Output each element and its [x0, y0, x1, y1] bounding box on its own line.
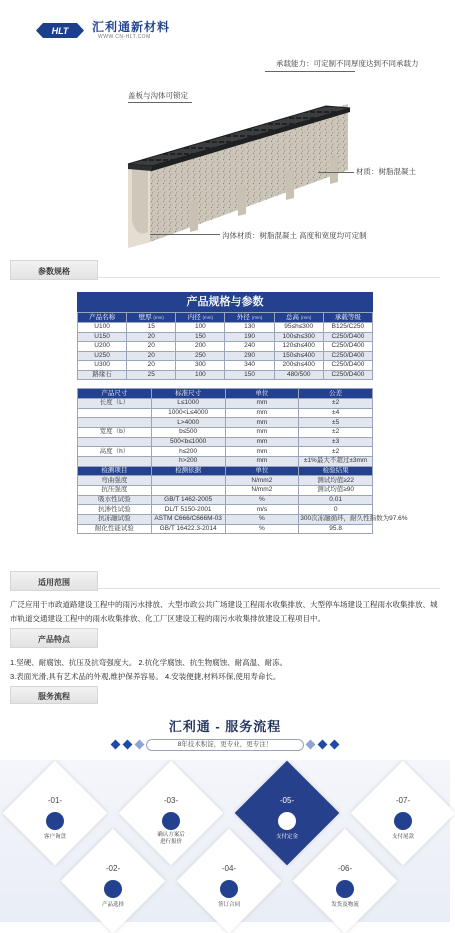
table-cell: U200 — [78, 342, 127, 352]
table-cell: ±2 — [299, 428, 373, 438]
table-cell: mm — [225, 408, 299, 418]
table-cell: 宽度（b） — [78, 428, 152, 438]
callout-body-material: 沟体材质：树脂混凝土 高度和宽度均可定制 — [222, 231, 367, 240]
table-cell: L≤1000 — [151, 399, 225, 409]
section-title: 适用范围 — [38, 578, 70, 587]
table-row — [78, 332, 373, 342]
table-cell: 抗渗性试验 — [78, 505, 152, 515]
step-number: -02- — [105, 864, 121, 873]
section-tag-scope — [10, 571, 98, 591]
scope-text: 广泛应用于市政道路建设工程中的雨污水排放、大型市政公共广场建设工程雨水收集排放、大型停车场建设工程雨水收集排放、城市轨道交通建设工程中的雨水收集排放、化工厂区建设工程的雨污水收集排放建设工程项目中。 — [10, 600, 438, 623]
step-label: 产品选择 — [101, 902, 124, 908]
table-cell: 抗压强度 — [78, 486, 152, 496]
table-cell: 190 — [225, 332, 274, 342]
diamond-decor-icon — [135, 740, 145, 750]
table-cell: 250 — [176, 351, 225, 361]
col-header: 单位 — [225, 389, 299, 399]
wallet-icon — [394, 812, 412, 830]
table-cell: C250/D400 — [323, 361, 372, 371]
table-cell: 95≤h≤300 — [274, 323, 323, 333]
table-cell: mm — [225, 428, 299, 438]
step-number: -04- — [221, 864, 237, 873]
col-header: 内径 (mm) — [176, 313, 225, 323]
table-cell: 路缘石 — [78, 370, 127, 380]
table-cell: C250/D400 — [323, 351, 372, 361]
col-header: 检测依据 — [151, 466, 225, 476]
table-row — [78, 437, 373, 447]
quote-icon — [162, 812, 180, 830]
table-cell: 100 — [176, 370, 225, 380]
table-cell — [78, 408, 152, 418]
table-row — [78, 342, 373, 352]
table-row — [78, 505, 373, 515]
spec-table-title: 产品规格与参数 — [77, 292, 373, 312]
table-cell: ±4 — [299, 408, 373, 418]
step-label: 签订合同 — [217, 902, 240, 908]
product-select-icon — [104, 880, 122, 898]
table-cell: 抗冻融试验 — [78, 515, 152, 525]
page-header — [0, 0, 450, 54]
col-header: 公差 — [299, 389, 373, 399]
table-row — [78, 418, 373, 428]
table-cell: U300 — [78, 361, 127, 371]
diamond-decor-icon — [111, 740, 121, 750]
section-title: 产品特点 — [38, 635, 70, 644]
table-cell: DL/T 5150-2001 — [151, 505, 225, 515]
diamond-decor-icon — [306, 740, 316, 750]
table-cell: 耐化性能试验 — [78, 524, 152, 534]
chat-icon — [46, 812, 64, 830]
table-cell: 300 — [176, 361, 225, 371]
table-cell: 340 — [225, 361, 274, 371]
table-cell — [151, 476, 225, 486]
table-cell — [78, 457, 152, 467]
table-cell: 20 — [127, 351, 176, 361]
spec-tables — [77, 292, 408, 534]
table-cell: N/mm2 — [225, 476, 299, 486]
callout-load-capacity: 承载能力：可定制不同厚度达到不同承载力 — [276, 59, 419, 68]
table-cell: 500<b≤1000 — [151, 437, 225, 447]
service-flow — [0, 760, 450, 922]
brand-logo-icon — [34, 22, 86, 39]
section-title: 服务流程 — [38, 692, 70, 701]
table-cell: 200≤h≤400 — [274, 361, 323, 371]
col-header: 外径 (mm) — [225, 313, 274, 323]
diamond-decor-icon — [330, 740, 340, 750]
table-cell: 长度（L） — [78, 399, 152, 409]
table-row — [78, 524, 373, 534]
table-cell: 20 — [127, 332, 176, 342]
table-cell: b≤500 — [151, 428, 225, 438]
brand-name: 汇利通新材料 — [92, 20, 171, 34]
table-cell: % — [225, 524, 299, 534]
callout-line — [128, 102, 192, 103]
table-row — [78, 486, 373, 496]
table-cell: 100≤h≤300 — [274, 332, 323, 342]
table-cell: ±3 — [299, 437, 373, 447]
step-label: 发货及物流 — [331, 902, 359, 908]
table-cell: U100 — [78, 323, 127, 333]
table-cell: C250/D400 — [323, 370, 372, 380]
table-cell — [78, 437, 152, 447]
table-row — [78, 428, 373, 438]
table-cell: 120≤h≤400 — [274, 342, 323, 352]
tolerance-table — [77, 388, 408, 534]
table-cell: % — [225, 515, 299, 525]
col-header: 标准尺寸 — [151, 389, 225, 399]
table-cell: 100 — [176, 323, 225, 333]
service-title: 汇利通 - 服务流程 — [168, 719, 282, 734]
table-cell: ±2 — [299, 447, 373, 457]
table-cell: mm — [225, 437, 299, 447]
table-cell: 130 — [225, 323, 274, 333]
table-row — [78, 408, 373, 418]
table-cell: 20 — [127, 342, 176, 352]
handshake-icon — [278, 812, 296, 830]
contract-icon — [220, 880, 238, 898]
step-label: 支付尾款 — [391, 834, 414, 840]
table-row — [78, 370, 373, 380]
col-header: 承载等级 — [323, 313, 372, 323]
step-number: -06- — [337, 864, 353, 873]
table-row — [78, 351, 373, 361]
table-row — [78, 361, 373, 371]
table-cell: C250/D400 — [323, 332, 372, 342]
diamond-decor-icon — [123, 740, 133, 750]
table-row — [78, 323, 373, 333]
col-header: 产品尺寸 — [78, 389, 152, 399]
table-cell: 1000<L≤4000 — [151, 408, 225, 418]
section-tag-spec — [10, 260, 98, 280]
callout-line — [265, 71, 355, 72]
service-subtitle: 8年技术积淀，更专业，更专注！ — [146, 739, 304, 751]
callout-line — [318, 172, 354, 173]
step-label: 支付定金 — [275, 834, 298, 840]
table-row — [78, 476, 373, 486]
section-tag-service — [10, 686, 98, 704]
table-cell: ±2 — [299, 399, 373, 409]
step-label: 客户询盘 — [43, 834, 66, 840]
col-header: 检测项目 — [78, 466, 152, 476]
table-cell: m/s — [225, 505, 299, 515]
table-cell: 测试均值≥90 — [299, 486, 373, 496]
table-cell: mm — [225, 457, 299, 467]
col-header: 产品名称 — [78, 313, 127, 323]
table-cell: 150 — [225, 370, 274, 380]
table-cell: 95.8 — [299, 524, 373, 534]
table-cell: 480/500 — [274, 370, 323, 380]
table-row — [78, 399, 373, 409]
table-cell: 25 — [127, 370, 176, 380]
table-cell: GB/T 16422.3-2014 — [151, 524, 225, 534]
col-header: 总高 (mm) — [274, 313, 323, 323]
table-cell: GB/T 1462-2005 — [151, 495, 225, 505]
table-cell: 测试均值≥22 — [299, 476, 373, 486]
table-cell: ±1%最大不超过±3mm — [299, 457, 373, 467]
table-cell: mm — [225, 418, 299, 428]
section-tag-features — [10, 628, 98, 648]
diamond-decor-icon — [318, 740, 328, 750]
table-row — [78, 495, 373, 505]
table-cell: 15 — [127, 323, 176, 333]
table-cell — [78, 418, 152, 428]
table-cell: ASTM C666/C666M-03 — [151, 515, 225, 525]
features-line-1: 1.坚硬、耐腐蚀、抗压及抗弯强度大。 2.抗化学腐蚀、抗生物腐蚀、耐高温、耐冻。 — [10, 658, 288, 667]
table-cell: 高度（h） — [78, 447, 152, 457]
col-header: 壁厚 (mm) — [127, 313, 176, 323]
table-row — [78, 515, 373, 525]
table-cell: B125/C250 — [323, 323, 372, 333]
table-cell: U250 — [78, 351, 127, 361]
table-cell: 150≤h≤400 — [274, 351, 323, 361]
col-header: 单位 — [225, 466, 299, 476]
table-cell: % — [225, 495, 299, 505]
svg-text:HLT: HLT — [51, 26, 69, 36]
table-row — [78, 447, 373, 457]
table-cell: mm — [225, 447, 299, 457]
table-cell: 150 — [176, 332, 225, 342]
product-hero — [0, 54, 450, 254]
col-header: 检验结果 — [299, 466, 373, 476]
callout-cover: 盖板与沟体可锁定 — [128, 91, 188, 100]
table-cell: mm — [225, 399, 299, 409]
step-number: -05- — [279, 796, 295, 805]
spec-table — [77, 312, 373, 380]
table-cell: 20 — [127, 361, 176, 371]
brand-url: WWW.CN-HLT.COM — [98, 34, 151, 40]
table-cell: U150 — [78, 332, 127, 342]
table-cell — [151, 486, 225, 496]
step-number: -03- — [163, 796, 179, 805]
table-cell: 200 — [176, 342, 225, 352]
table-cell: 240 — [225, 342, 274, 352]
callout-line — [150, 234, 220, 235]
step-number: -01- — [47, 796, 63, 805]
table-cell: 弯曲强度 — [78, 476, 152, 486]
table-row — [78, 457, 373, 467]
step-number: -07- — [395, 796, 411, 805]
callout-material: 材质：树脂混凝土 — [356, 167, 416, 176]
table-cell: L>4000 — [151, 418, 225, 428]
table-cell: C250/D400 — [323, 342, 372, 352]
table-cell: 0.01 — [299, 495, 373, 505]
step-label: 确认方案后 进行报价 — [157, 832, 185, 845]
section-title: 参数规格 — [38, 267, 70, 276]
table-cell: N/mm2 — [225, 486, 299, 496]
features-line-2: 3.表面光滑,具有艺术品的外观,维护保养容易。 4.安装便捷,材料环保,使用寿命长。 — [10, 672, 281, 681]
table-cell: h>200 — [151, 457, 225, 467]
table-cell: 吸水性试验 — [78, 495, 152, 505]
table-cell: 300次冻融循环，耐久性指数为97.6% — [300, 515, 408, 523]
table-cell: ±5 — [299, 418, 373, 428]
table-cell: h≤200 — [151, 447, 225, 457]
truck-icon — [336, 880, 354, 898]
table-cell: 0 — [299, 505, 373, 515]
table-cell: 290 — [225, 351, 274, 361]
